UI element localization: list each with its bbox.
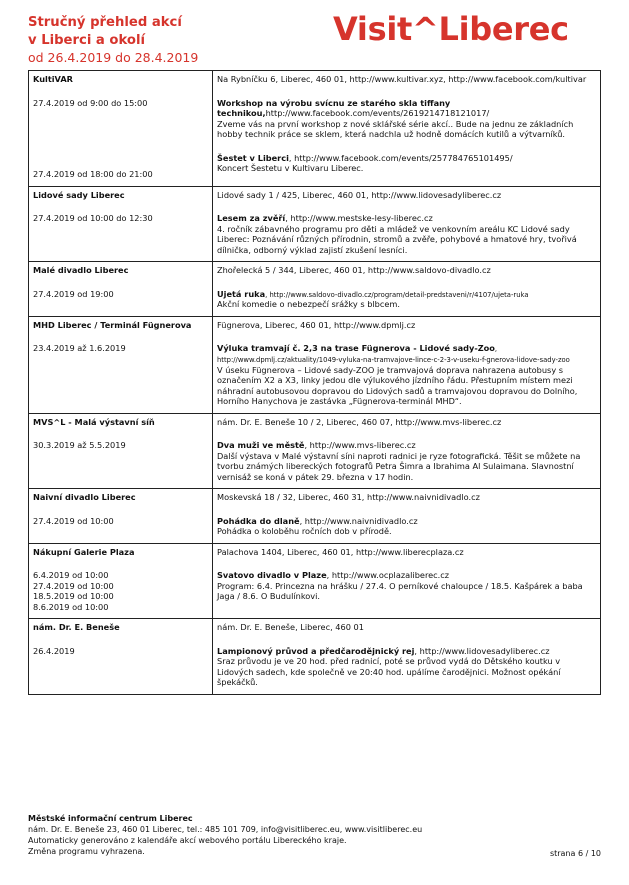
event-time [33,440,208,451]
footer-change-note: Změna programu vyhrazena. [28,847,145,856]
visit-liberec-logo: Visit^Liberec [333,10,569,48]
spacer [33,503,208,516]
event-description: Koncert Šestetu v Kultivaru Liberec. [217,163,364,173]
event-description: 4. ročník zábavného programu pro děti a mládež ve venkovním areálu KC Lidové sady Liberec: Poznávání různých přírodnin, stromů a zvěře, pohybové a hmatové hry, tvořivá dílnička, odborný výklad zajistí zkušení lesníci. [217,223,577,255]
venue-name: Nákupní Galerie Plaza [33,546,135,557]
venue-name: nám. Dr. E. Beneše [33,622,120,633]
event-time-line: 27.4.2019 od 10:00 [33,515,114,526]
footer-org: Městské informační centrum Liberec [28,814,193,823]
spacer [33,557,208,570]
spacer [33,276,208,289]
detail-cell [213,489,601,544]
event-link[interactable]: , http://www.saldovo-divadlo.cz/program/detail-predstaveni/r/4107/ujeta-ruka [265,290,529,299]
event-link[interactable]: , http://www.mestske-lesy-liberec.cz [285,213,433,223]
event-time-line: 26.4.2019 [33,645,75,656]
event-heading [217,213,596,224]
spacer [33,156,208,169]
venue-address: nám. Dr. E. Beneše 10 / 2, Liberec, 460 07, http://www.mvs-liberec.cz [217,416,502,427]
venue-cell [29,619,213,695]
venue-name: KultiVAR [33,74,73,84]
event-heading [217,153,596,164]
spacer [217,330,596,343]
event-title: Šestet v Liberci [217,152,289,163]
spacer [33,85,208,98]
spacer [33,200,208,213]
event-title: Výluka tramvají č. 2,3 na trase Fügnerova - Lidové sady-Zoo [217,343,495,354]
event-time-line: 30.3.2019 až 5.5.2019 [33,440,126,451]
event-time-line: 8.6.2019 od 10:00 [33,601,109,612]
footer-contact: nám. Dr. E. Beneše 23, 460 01 Liberec, tel.: 485 101 709, info@visitliberec.eu, www.visitliberec.eu [28,825,423,834]
venue-cell [29,316,213,413]
event-row [29,262,601,317]
spacer [217,503,596,516]
spacer [217,276,596,289]
event-description: Akční komedie o nebezpečí srážky s blbcem. [217,299,400,310]
spacer [33,108,208,156]
event-link[interactable]: , http://www.naivnidivadlo.cz [299,515,418,526]
title-line-1: Stručný přehled akcí [28,15,182,30]
spacer [217,85,596,98]
event-time [33,343,208,354]
event-row [29,413,601,489]
event-heading [217,440,596,451]
detail-cell [213,619,601,695]
event-time-line: 6.4.2019 od 10:00 [33,570,109,581]
event-title: Lampionový průvod a předčarodějnický rej [217,645,415,656]
detail-cell [213,186,601,262]
venue-address: Fügnerova, Liberec, 460 01, http://www.dpmlj.cz [217,319,416,330]
page-number: strana 6 / 10 [549,849,601,858]
event-description: V úseku Fügnerova – Lidové sady-ZOO je tramvajová doprava nahrazena autobusy s označením X2 a X3, linky jedou dle výlukového jízdního řádu. Přestupním místem mezi náhradní autobusovou dopravou do Lidových sadů a tramvajovou dopravou do Dolního, Horního Hanychova je zastávka „Fügnerova-terminál MHD“. [217,364,578,407]
spacer [217,633,596,646]
spacer [217,200,596,213]
event-title: Ujetá ruka [217,288,266,299]
event-time [33,570,208,612]
event-time-line: 18.5.2019 od 10:00 [33,591,114,602]
event-link[interactable]: , http://www.ocplazaliberec.cz [326,570,450,581]
event-time [33,289,208,300]
event-time-line: 27.4.2019 od 10:00 [33,580,114,591]
venue-name: Malé divadlo Liberec [33,265,129,275]
spacer [217,140,596,153]
event-description: Program: 6.4. Princezna na hrášku / 27.4. O perníkové chaloupce / 18.5. Kašpárek a baba Jaga / 8.6. O Budulínkovi. [217,580,583,602]
venue-cell [29,543,213,619]
event-title: Pohádka do dlaně [217,515,300,526]
event-time [33,516,208,527]
event-time [33,169,208,180]
events-table [28,70,601,695]
event-heading [217,289,596,300]
event-heading [217,516,596,527]
venue-cell [29,262,213,317]
venue-address: Zhořelecká 5 / 344, Liberec, 460 01, http://www.saldovo-divadlo.cz [217,265,491,275]
date-range: od 26.4.2019 do 28.4.2019 [28,50,199,65]
venue-address: nám. Dr. E. Beneše, Liberec, 460 01 [217,622,364,633]
detail-cell [213,413,601,489]
event-description: Pohádka o koloběhu ročních dob v přírodě. [217,526,392,537]
event-row [29,489,601,544]
venue-address: Lidové sady 1 / 425, Liberec, 460 01, http://www.lidovesadyliberec.cz [217,189,502,200]
event-link[interactable]: , http://www.mvs-liberec.cz [304,440,416,451]
spacer [217,427,596,440]
event-title: Dva muži ve městě [217,440,305,451]
venue-name: MHD Liberec / Terminál Fügnerova [33,319,192,330]
event-description: Sraz průvodu je ve 20 hod. před radnicí, poté se průvod vydá do Dětského koutku v Lidových sadech, kde společně ve 20:40 hod. upálíme čarodějnici. Možnost opékání špekáčků. [217,656,561,688]
detail-cell [213,543,601,619]
spacer [33,427,208,440]
venue-address: Na Rybníčku 6, Liberec, 460 01, http://www.kultivar.xyz, http://www.facebook.com/kultivar [217,74,587,84]
detail-cell [213,316,601,413]
event-time [33,213,208,224]
event-description: Zveme vás na první workshop z nové sklářské série akcí.. Bude na jednu ze základních hobby technik práce se sklem, která nadchla už hodně domácích kutilů a výtvarníků. [217,118,574,139]
title-line-2: v Liberci a okolí [28,33,145,48]
event-heading [217,646,596,657]
event-link[interactable]: , http://www.lidovesadyliberec.cz [414,645,550,656]
event-link[interactable]: , http://www.dpmlj.cz/aktuality/1049-vyluka-na-tramvajove-lince-c-2-3-v-useku-f-gnerova-lidove-sady-zoo [217,345,570,364]
footer-auto-note: Automaticky generováno z kalendáře akcí webového portálu Libereckého kraje. [28,836,347,845]
event-time-line: 23.4.2019 až 1.6.2019 [33,343,126,354]
spacer [33,633,208,646]
detail-cell [213,262,601,317]
event-link[interactable]: , http://www.facebook.com/events/257784765101495/ [288,152,513,163]
event-time-line: 27.4.2019 od 10:00 do 12:30 [33,213,153,223]
footer [28,813,422,857]
venue-cell [29,71,213,187]
event-heading [217,98,596,119]
event-description: Další výstava v Malé výstavní síni naproti radnici je ryze fotografická. Těšit se můžete na tvorbu známých libereckých fotografů Petra Šimra a Ibrahima Al Sulaimana. Slavnostní vernisáž se koná v pátek 29. března v 17 hodin. [217,450,581,482]
venue-cell [29,489,213,544]
event-heading [217,343,596,364]
spacer [217,557,596,570]
event-time-line: 27.4.2019 od 9:00 do 15:00 [33,97,148,108]
event-time-line: 27.4.2019 od 19:00 [33,288,114,299]
venue-name: MVS^L - Malá výstavní síň [33,416,155,427]
venue-cell [29,186,213,262]
venue-name: Lidové sady Liberec [33,189,125,200]
event-time [33,98,208,109]
detail-cell [213,71,601,187]
event-heading [217,570,596,581]
event-time-line: 27.4.2019 od 18:00 do 21:00 [33,169,153,179]
event-row [29,71,601,187]
event-time [33,646,208,657]
event-title: Lesem za zvěří [217,213,286,223]
event-row [29,186,601,262]
spacer [33,330,208,343]
event-row [29,619,601,695]
event-row [29,316,601,413]
venue-name: Naivní divadlo Liberec [33,492,136,503]
event-link[interactable]: http://www.facebook.com/events/2619214718121017/ [265,108,490,118]
document-title [28,14,182,50]
event-row [29,543,601,619]
event-title: Svatovo divadlo v Plaze [217,570,327,581]
venue-address: Moskevská 18 / 32, Liberec, 460 31, http://www.naivnidivadlo.cz [217,492,480,503]
venue-cell [29,413,213,489]
venue-address: Palachova 1404, Liberec, 460 01, http://www.liberecplaza.cz [217,546,464,557]
event-title: Workshop na výrobu svícnu ze starého skla tiffany technikou, [217,97,451,118]
